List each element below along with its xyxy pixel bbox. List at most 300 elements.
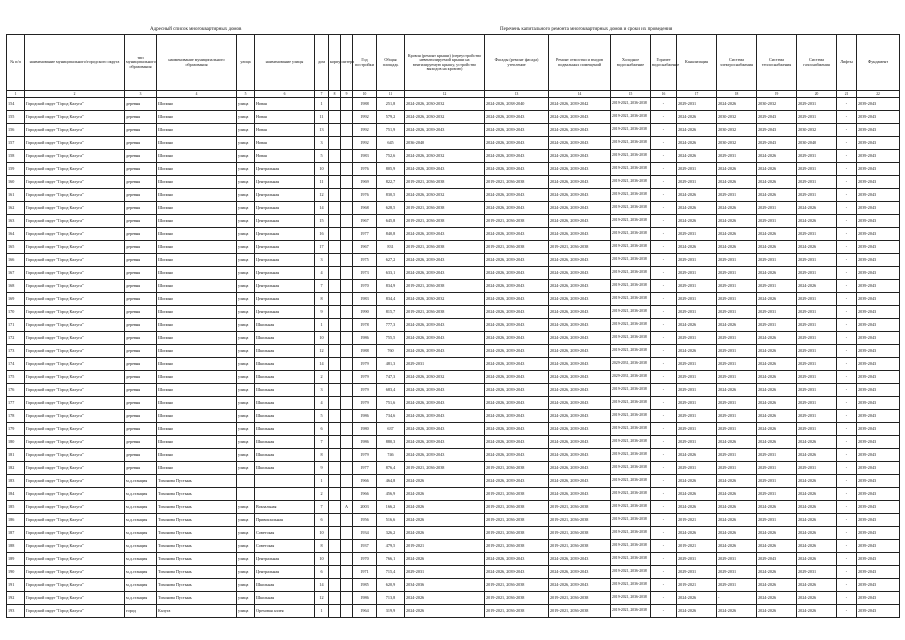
table-cell: 7 xyxy=(315,501,329,514)
table-cell: 1979 xyxy=(353,358,377,371)
table-cell: 2029-2031 xyxy=(797,384,837,397)
table-cell xyxy=(341,605,353,618)
table-cell: 2039-2043 xyxy=(857,501,900,514)
table-cell xyxy=(341,202,353,215)
table-cell: 2024-2026 xyxy=(797,592,837,605)
table-cell: - xyxy=(837,189,857,202)
table-cell: 1937 xyxy=(353,540,377,553)
table-cell: деревня xyxy=(125,358,157,371)
table-cell: 2024-2026, 2039-2043 xyxy=(549,488,611,501)
table-cell: деревня xyxy=(125,137,157,150)
table-cell: улица xyxy=(237,371,255,384)
table-cell: 2024-2026, 2039-2043 xyxy=(405,228,485,241)
table-cell: 156 xyxy=(7,124,25,137)
table-cell: Тихонова Пустынь xyxy=(157,488,237,501)
table-cell: Городской округ "Город Калуга" xyxy=(25,579,125,592)
table-cell: 2019-2021, 2036-2038 xyxy=(611,124,651,137)
table-cell: 2019-2021, 2036-2038 xyxy=(611,111,651,124)
table-cell: 2029-2043 xyxy=(757,124,797,137)
table-cell: 715,4 xyxy=(377,566,405,579)
table-cell xyxy=(329,189,341,202)
table-cell: 2029-2031 xyxy=(797,306,837,319)
table-cell: 319,9 xyxy=(377,605,405,618)
table-cell: 2029-2031 xyxy=(717,332,757,345)
table-cell: 2039-2043 xyxy=(857,124,900,137)
table-cell: улица xyxy=(237,605,255,618)
table-cell: 1988 xyxy=(353,345,377,358)
table-cell: 2029-2031 xyxy=(677,176,717,189)
table-cell: Городской округ "Город Калуга" xyxy=(25,293,125,306)
table-cell: 2024-2026, 2039-2043 xyxy=(549,332,611,345)
table-cell xyxy=(329,501,341,514)
table-cell: Шопино xyxy=(157,410,237,423)
table-cell: 2039-2043 xyxy=(857,254,900,267)
table-cell: 2029-2031 xyxy=(797,332,837,345)
table-cell: 2029-2031 xyxy=(757,254,797,267)
table-cell xyxy=(341,358,353,371)
table-cell: - xyxy=(651,579,677,592)
table-cell: 1977 xyxy=(353,462,377,475)
table-cell: 9 xyxy=(315,462,329,475)
table-cell: Школьная xyxy=(255,358,315,371)
table-cell: Тихонова Пустынь xyxy=(157,553,237,566)
column-header: наименование муниципального образования xyxy=(157,35,237,91)
table-cell: Городской округ "Город Калуга" xyxy=(25,514,125,527)
table-cell: 1980 xyxy=(353,423,377,436)
table-cell: 2029-2031, 2036-2038 xyxy=(611,371,651,384)
table-cell: 620,9 xyxy=(377,579,405,592)
table-cell: улица xyxy=(237,358,255,371)
table-cell: 13 xyxy=(315,124,329,137)
table-cell: 2039-2043 xyxy=(857,527,900,540)
table-row xyxy=(7,293,900,306)
table-cell: м.д.станция xyxy=(125,527,157,540)
table-cell: Калуга xyxy=(157,605,237,618)
table-cell: Шопино xyxy=(157,241,237,254)
table-cell: 2024-2026, 2039-2043 xyxy=(549,202,611,215)
table-cell: улица xyxy=(237,163,255,176)
table-cell: 1986 xyxy=(353,410,377,423)
table-cell: 876,4 xyxy=(377,462,405,475)
table-cell: 1971 xyxy=(353,566,377,579)
table-cell: Центральная xyxy=(255,280,315,293)
table-cell: 2024-2026, 2039-2043 xyxy=(485,475,549,488)
table-cell: 2024-2026 xyxy=(677,449,717,462)
table-cell: - xyxy=(651,501,677,514)
table-cell: Городской округ "Город Калуга" xyxy=(25,163,125,176)
table-cell: 2024-2026 xyxy=(405,527,485,540)
table-cell: 2024-2026, 2030-2032 xyxy=(405,150,485,163)
table-cell: 164 xyxy=(7,228,25,241)
table-cell: 2030-2032 xyxy=(717,111,757,124)
table-cell: 2024-2026, 2039-2043 xyxy=(549,306,611,319)
table-cell: 822,7 xyxy=(377,176,405,189)
table-cell: 2029-2031 xyxy=(717,410,757,423)
table-cell: - xyxy=(651,553,677,566)
table-row xyxy=(7,124,900,137)
table-cell: 2039-2043 xyxy=(857,111,900,124)
table-cell xyxy=(329,176,341,189)
column-number: 1 xyxy=(7,91,25,98)
table-cell: Новая xyxy=(255,124,315,137)
table-cell: 2029-2031 xyxy=(757,462,797,475)
table-cell: Тихонова Пустынь xyxy=(157,514,237,527)
table-cell: 2019-2021, 2036-2038 xyxy=(485,176,549,189)
table-cell: 2039-2043 xyxy=(857,319,900,332)
table-cell: 1973 xyxy=(353,267,377,280)
table-cell: 2019-2021, 2036-2038 xyxy=(611,137,651,150)
table-cell: 2019-2021 xyxy=(677,579,717,592)
table-cell: 755,5 xyxy=(377,332,405,345)
table-cell: деревня xyxy=(125,202,157,215)
table-cell: 2024-2026, 2039-2043 xyxy=(485,150,549,163)
table-cell: 162 xyxy=(7,202,25,215)
table-cell: - xyxy=(837,254,857,267)
table-cell: 2024-2026 xyxy=(405,488,485,501)
table-cell xyxy=(329,241,341,254)
table-row xyxy=(7,397,900,410)
table-cell: 155 xyxy=(7,111,25,124)
table-cell xyxy=(329,163,341,176)
table-cell: - xyxy=(651,150,677,163)
table-cell: - xyxy=(651,98,677,111)
table-row xyxy=(7,150,900,163)
table-cell: 2019-2021, 2036-2038 xyxy=(549,501,611,514)
table-cell: Шопино xyxy=(157,267,237,280)
table-cell: Ореховая аллея xyxy=(255,605,315,618)
table-cell: 2029-2031 xyxy=(717,579,757,592)
table-cell: - xyxy=(837,176,857,189)
table-cell: Новая xyxy=(255,150,315,163)
table-cell: улица xyxy=(237,345,255,358)
column-header: Ремонт отмостки и входов подвальных помещений xyxy=(549,35,611,91)
table-cell: 2024-2026, 2039-2043 xyxy=(549,176,611,189)
table-cell: - xyxy=(651,436,677,449)
table-cell: Привокзальная xyxy=(255,514,315,527)
table-cell: 2029-2031 xyxy=(797,228,837,241)
table-cell: Школьная xyxy=(255,345,315,358)
table-cell: 189 xyxy=(7,553,25,566)
table-cell: 2019-2021, 2036-2038 xyxy=(611,449,651,462)
table-cell: 2024-2026 xyxy=(677,137,717,150)
table-cell: 2024-2026 xyxy=(757,189,797,202)
table-cell: 2029-2031 xyxy=(677,163,717,176)
table-cell: 2024-2026, 2039-2043 xyxy=(549,475,611,488)
table-cell: 479,5 xyxy=(377,540,405,553)
table-cell: 2029-2031 xyxy=(677,358,717,371)
table-row xyxy=(7,605,900,618)
table-cell: 2024-2026 xyxy=(757,371,797,384)
table-cell xyxy=(341,592,353,605)
table-cell: м.д.станция xyxy=(125,475,157,488)
table-row xyxy=(7,579,900,592)
table-cell xyxy=(329,527,341,540)
table-cell: 2029-2031 xyxy=(677,397,717,410)
column-header: литера xyxy=(341,35,353,91)
table-cell: 2024-2026 xyxy=(677,124,717,137)
table-cell: Городской округ "Город Калуга" xyxy=(25,254,125,267)
table-cell: 2024-2026 xyxy=(757,540,797,553)
table-cell: 3 xyxy=(315,137,329,150)
table-cell: 192 xyxy=(7,592,25,605)
table-row xyxy=(7,488,900,501)
table-cell: 752,6 xyxy=(377,150,405,163)
table-cell: деревня xyxy=(125,254,157,267)
table-row xyxy=(7,228,900,241)
table-cell: 2024-2026 xyxy=(677,527,717,540)
table-cell: 2019-2021, 2036-2038 xyxy=(611,397,651,410)
column-number: 10 xyxy=(353,91,377,98)
table-cell: 3 xyxy=(315,254,329,267)
table-cell: улица xyxy=(237,124,255,137)
table-cell: Шопино xyxy=(157,163,237,176)
table-cell: 2039-2043 xyxy=(857,605,900,618)
table-cell: 2019-2021, 2036-2038 xyxy=(611,345,651,358)
table-cell: Городской округ "Город Калуга" xyxy=(25,566,125,579)
table-cell: 1979 xyxy=(353,397,377,410)
table-cell: 2024-2026 xyxy=(757,592,797,605)
column-header: дом xyxy=(315,35,329,91)
table-cell xyxy=(329,254,341,267)
table-cell: деревня xyxy=(125,98,157,111)
table-cell xyxy=(341,267,353,280)
table-cell: 2024-2026, 2039-2043 xyxy=(549,280,611,293)
column-header: наименование муниципального/городского округа xyxy=(25,35,125,91)
table-cell: 2024-2026 xyxy=(677,592,717,605)
table-row xyxy=(7,501,900,514)
table-cell xyxy=(329,332,341,345)
table-cell: 2029-2031 xyxy=(717,306,757,319)
table-cell: 2029-2031 xyxy=(757,215,797,228)
table-cell: 2024-2026, 2039-2043 xyxy=(485,267,549,280)
table-cell: 2019-2021, 2036-2038 xyxy=(485,527,549,540)
table-cell: 2029-2031 xyxy=(405,566,485,579)
table-cell: 2030-2032 xyxy=(717,124,757,137)
table-cell: 2039-2043 xyxy=(857,241,900,254)
table-cell: 2029-2031 xyxy=(677,267,717,280)
table-cell: Городской округ "Город Калуга" xyxy=(25,332,125,345)
table-cell: 2024-2026 xyxy=(717,163,757,176)
table-cell: 2039-2043 xyxy=(857,384,900,397)
table-cell: - xyxy=(651,592,677,605)
table-cell: 2024-2026 xyxy=(677,189,717,202)
table-cell: 2024-2026 xyxy=(717,514,757,527)
table-row xyxy=(7,462,900,475)
column-number: 17 xyxy=(677,91,717,98)
table-cell xyxy=(329,293,341,306)
table-cell: - xyxy=(837,592,857,605)
table-cell: улица xyxy=(237,176,255,189)
table-cell: Школьная xyxy=(255,410,315,423)
table-cell: улица xyxy=(237,332,255,345)
column-number-row xyxy=(7,91,900,98)
table-cell: улица xyxy=(237,501,255,514)
table-cell: 2019-2021, 2036-2038 xyxy=(611,228,651,241)
table-cell: 1986 xyxy=(353,332,377,345)
column-header: Фасады (ремонт фасада) утепление xyxy=(485,35,549,91)
table-cell: 2024-2026 xyxy=(797,553,837,566)
table-cell: 2024-2026, 2039-2043 xyxy=(485,397,549,410)
table-cell: 1979 xyxy=(353,384,377,397)
table-cell: 2039-2043 xyxy=(857,345,900,358)
table-cell: - xyxy=(651,449,677,462)
table-cell: деревня xyxy=(125,384,157,397)
table-cell xyxy=(341,215,353,228)
capital-repair-table xyxy=(6,34,900,618)
table-cell xyxy=(341,553,353,566)
table-cell: Городской округ "Город Калуга" xyxy=(25,423,125,436)
table-cell: Центральная xyxy=(255,189,315,202)
table-cell: 481,3 xyxy=(377,358,405,371)
table-cell: 2019-2021, 2036-2038 xyxy=(611,592,651,605)
table-cell: - xyxy=(651,280,677,293)
table-cell: 2024-2026 xyxy=(717,540,757,553)
table-cell xyxy=(329,605,341,618)
table-cell: Городской округ "Город Калуга" xyxy=(25,189,125,202)
table-cell xyxy=(341,280,353,293)
table-cell: - xyxy=(837,553,857,566)
column-header-row xyxy=(7,35,900,91)
table-cell: 2024-2026 xyxy=(405,514,485,527)
table-cell: - xyxy=(651,462,677,475)
table-cell: - xyxy=(837,605,857,618)
table-cell: 2019-2021, 2036-2038 xyxy=(611,163,651,176)
table-cell: 2019-2021, 2036-2038 xyxy=(611,579,651,592)
table-cell xyxy=(341,241,353,254)
table-cell: 1966 xyxy=(353,475,377,488)
table-cell: 2029-2031 xyxy=(717,397,757,410)
table-cell: - xyxy=(651,319,677,332)
table-cell: 1967 xyxy=(353,241,377,254)
table-cell: Шопино xyxy=(157,189,237,202)
table-cell: - xyxy=(651,410,677,423)
table-cell: 1934 xyxy=(353,527,377,540)
table-cell: - xyxy=(651,605,677,618)
table-cell: 2024-2026, 2039-2043 xyxy=(405,332,485,345)
table-cell: 2039-2043 xyxy=(857,553,900,566)
table-cell xyxy=(341,475,353,488)
table-cell: 2024-2026, 2039-2043 xyxy=(485,449,549,462)
table-cell: 9 xyxy=(315,306,329,319)
table-cell: 2024-2026, 2039-2043 xyxy=(405,267,485,280)
table-cell: 2024-2026 xyxy=(757,358,797,371)
table-cell: 2019-2021, 2036-2038 xyxy=(485,462,549,475)
table-cell: Шопино xyxy=(157,254,237,267)
table-cell: Школьная xyxy=(255,332,315,345)
table-cell: 158 xyxy=(7,150,25,163)
table-cell: улица xyxy=(237,306,255,319)
column-number: 7 xyxy=(315,91,329,98)
table-cell: 2019-2021, 2036-2038 xyxy=(549,241,611,254)
column-header: Кровля (ремонт крыши) (переустройство невентилируемой крыши на вентилируемую крышу, устройство выходов на кровлю) xyxy=(405,35,485,91)
table-cell: - xyxy=(837,215,857,228)
table-cell: 2019-2021, 2036-2038 xyxy=(611,319,651,332)
table-cell xyxy=(341,137,353,150)
table-cell: Шопино xyxy=(157,332,237,345)
table-cell: 2024-2026 xyxy=(717,215,757,228)
table-cell: 2024-2026 xyxy=(757,501,797,514)
table-cell xyxy=(329,150,341,163)
table-row xyxy=(7,449,900,462)
table-cell: 2019-2021, 2036-2038 xyxy=(611,605,651,618)
table-cell: деревня xyxy=(125,215,157,228)
column-header: тип муниципального образования xyxy=(125,35,157,91)
table-cell: 2019-2021 xyxy=(677,514,717,527)
table-cell: - xyxy=(837,228,857,241)
table-cell xyxy=(329,124,341,137)
table-cell xyxy=(329,553,341,566)
table-row xyxy=(7,345,900,358)
table-cell: 2024-2026, 2030-2032 xyxy=(405,293,485,306)
table-cell: Шопино xyxy=(157,462,237,475)
table-cell: улица xyxy=(237,254,255,267)
table-row xyxy=(7,475,900,488)
table-cell: 2029-2031 xyxy=(717,280,757,293)
table-cell: 2024-2026 xyxy=(677,202,717,215)
table-cell: Городской округ "Город Калуга" xyxy=(25,410,125,423)
table-cell: 751,6 xyxy=(377,397,405,410)
table-cell: 2024-2026 xyxy=(757,384,797,397)
table-cell xyxy=(329,137,341,150)
table-cell: Шопино xyxy=(157,319,237,332)
table-cell: улица xyxy=(237,137,255,150)
table-cell: - xyxy=(837,579,857,592)
table-cell: 183 xyxy=(7,475,25,488)
table-cell: улица xyxy=(237,215,255,228)
table-cell: Шопино xyxy=(157,280,237,293)
table-cell: 2024-2026, 2039-2043 xyxy=(405,384,485,397)
table-cell: деревня xyxy=(125,228,157,241)
table-cell xyxy=(341,176,353,189)
table-cell: 6 xyxy=(315,566,329,579)
table-cell: улица xyxy=(237,449,255,462)
table-cell: 2024-2026 xyxy=(405,501,485,514)
table-cell: - xyxy=(651,332,677,345)
table-cell xyxy=(341,254,353,267)
table-cell: 2019-2021, 2036-2038 xyxy=(485,605,549,618)
table-cell xyxy=(341,293,353,306)
table-cell: 193 xyxy=(7,605,25,618)
table-cell: 2024-2026, 2039-2043 xyxy=(485,306,549,319)
table-cell: 2024-2026 xyxy=(757,527,797,540)
table-cell: 2019-2021, 2036-2038 xyxy=(611,553,651,566)
table-cell: 2019-2021, 2036-2038 xyxy=(611,527,651,540)
table-row xyxy=(7,514,900,527)
table-cell: 2029-2031 xyxy=(757,475,797,488)
column-header: Год постройки xyxy=(353,35,377,91)
table-cell: Городской округ "Город Калуга" xyxy=(25,592,125,605)
table-cell: - xyxy=(651,163,677,176)
table-cell: Городской округ "Город Калуга" xyxy=(25,540,125,553)
table-cell: 760 xyxy=(377,345,405,358)
table-cell: - xyxy=(837,410,857,423)
table-cell xyxy=(329,423,341,436)
table-row xyxy=(7,176,900,189)
table-cell: 2019-2021, 2036-2038 xyxy=(485,579,549,592)
table-cell: 7 xyxy=(315,280,329,293)
table-cell: деревня xyxy=(125,163,157,176)
column-number: 15 xyxy=(611,91,651,98)
table-cell: 516,6 xyxy=(377,514,405,527)
table-cell: 645 xyxy=(377,137,405,150)
table-cell: 2029-2031 xyxy=(797,410,837,423)
table-cell: Шопино xyxy=(157,150,237,163)
table-cell: 2034-2036 xyxy=(405,579,485,592)
table-cell: 11 xyxy=(315,111,329,124)
table-cell: 1 xyxy=(315,319,329,332)
table-cell: Городской округ "Город Калуга" xyxy=(25,215,125,228)
table-cell: Тихонова Пустынь xyxy=(157,475,237,488)
